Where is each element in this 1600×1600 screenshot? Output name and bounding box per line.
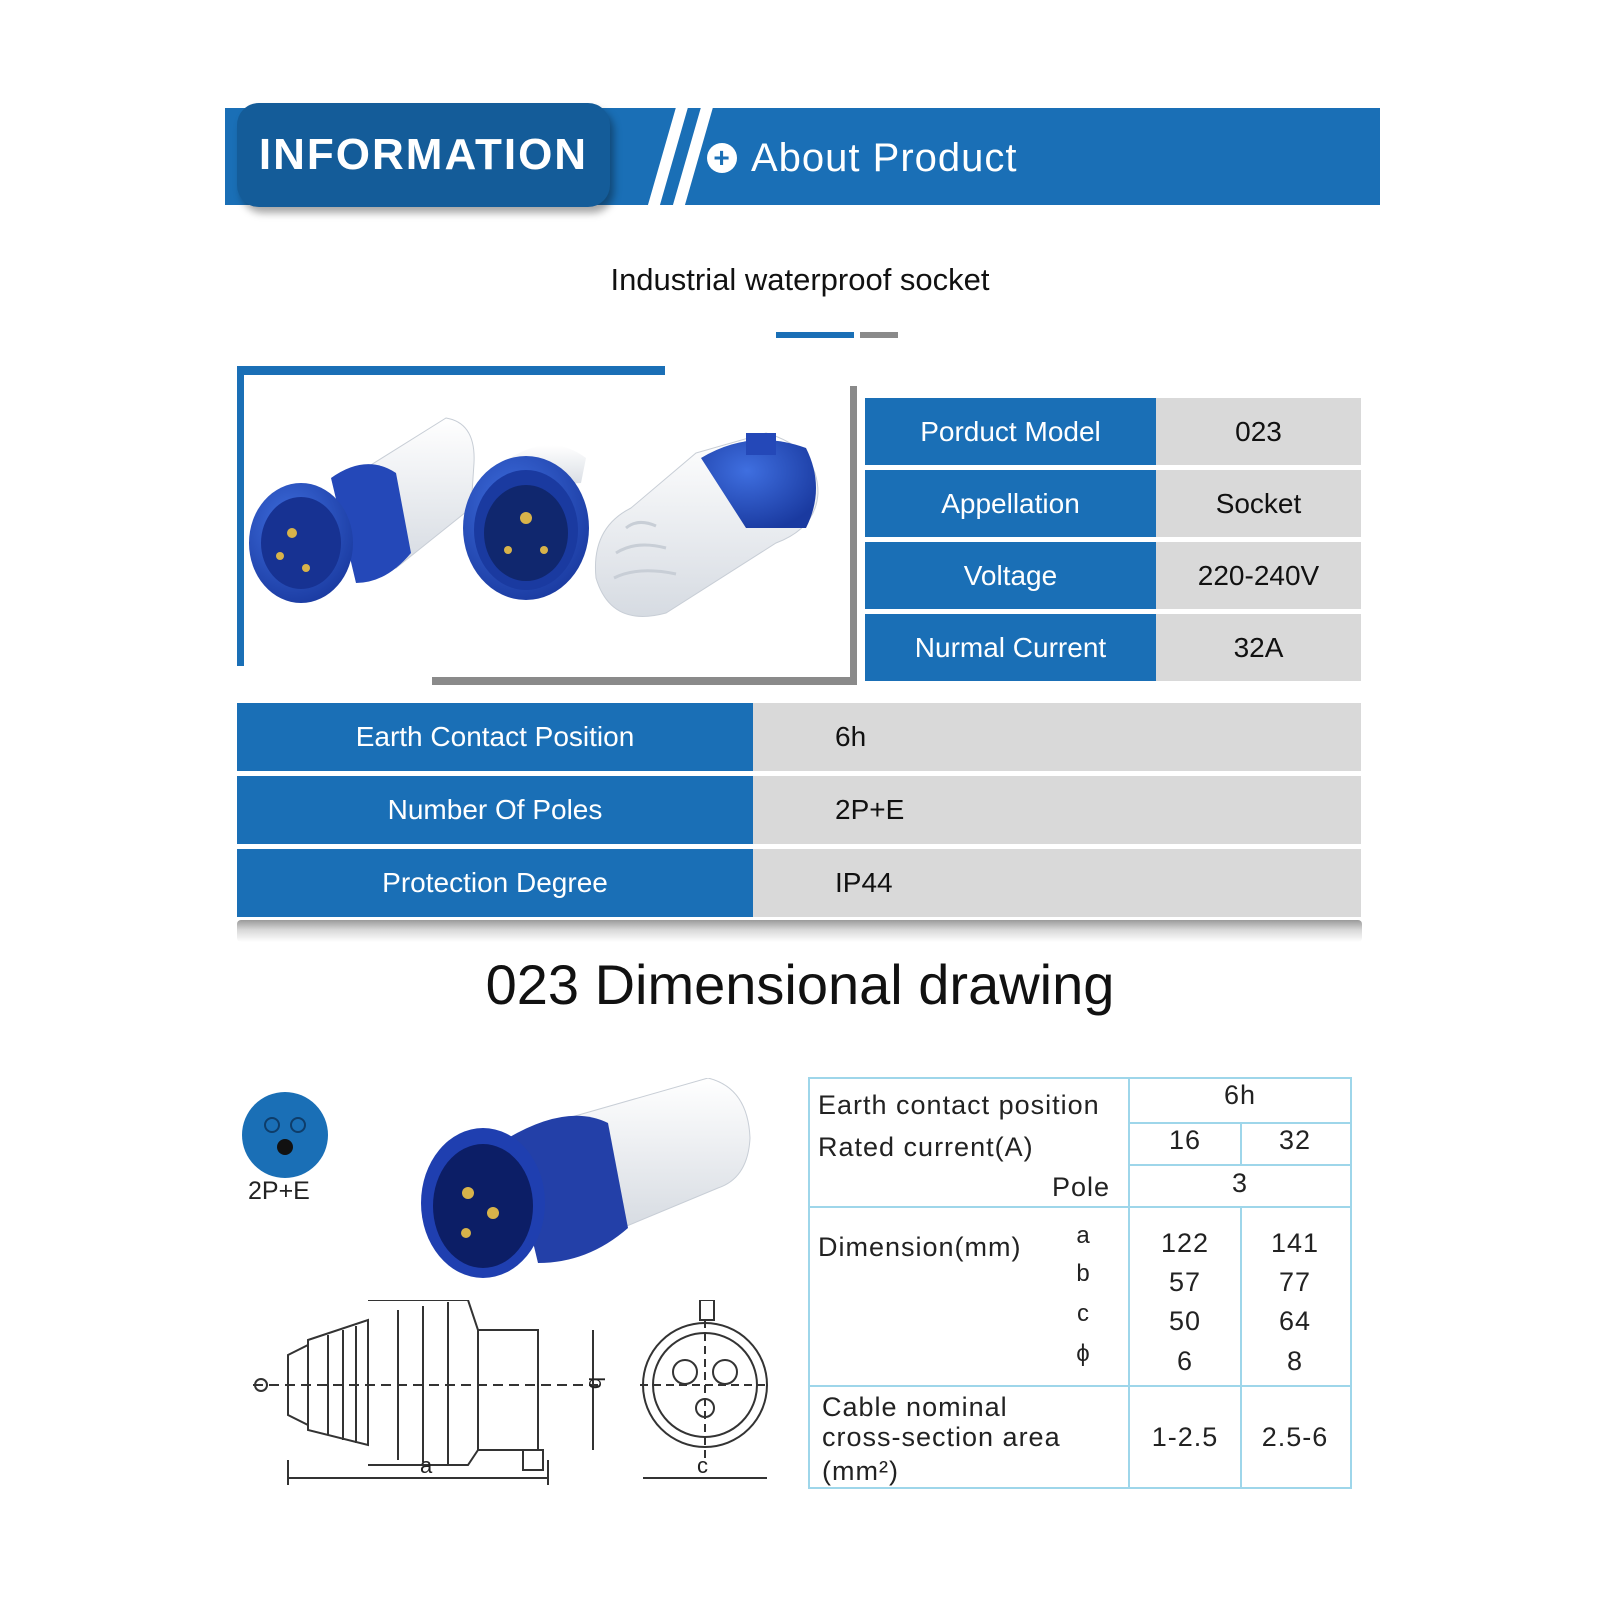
dtable-letter-phi: ϕ [1076,1340,1090,1367]
side-dimension-drawing [248,1300,618,1485]
spec-key-appellation: Appellation [865,470,1156,537]
dtable-c-32: 64 [1278,1306,1312,1336]
dtable-dimension-label: Dimension(mm) [818,1232,1022,1262]
dtable-phi-32: 8 [1286,1346,1304,1376]
plug-front-view [463,445,589,600]
dtable-cable-32: 2.5-6 [1261,1422,1329,1452]
photo-frame-left [237,366,244,666]
dtable-a-32: 141 [1270,1228,1320,1258]
spec-value-poles: 2P+E [753,776,1361,844]
underline-accent [776,332,854,338]
plug-side-view-1 [249,418,474,603]
plug-back-view [595,433,818,616]
dtable-vline-1 [1128,1077,1130,1489]
spec-key-earth: Earth Contact Position [237,703,753,771]
about-product-label: About Product [751,135,1018,180]
spec-key-model: Porduct Model [865,398,1156,465]
dtable-letter-c: c [1077,1300,1089,1327]
plus-circle-icon: + [707,143,737,173]
dim-label-b: b [584,1376,610,1390]
spec-value-protection: IP44 [753,849,1361,917]
dtable-cable-16: 1-2.5 [1151,1422,1219,1452]
dtable-pole-value: 3 [1231,1168,1249,1198]
dim-label-a: a [420,1453,433,1478]
spec-value-current: 32A [1156,614,1361,681]
dtable-b-16: 57 [1168,1267,1202,1297]
dtable-hline-3 [808,1206,1352,1208]
product-photo [246,378,846,676]
plug-photo [418,1078,758,1288]
dtable-c-16: 50 [1168,1306,1202,1336]
dim-label-c: c [697,1453,708,1478]
dtable-rated-16: 16 [1168,1125,1202,1155]
dtable-earth-label: Earth contact position [818,1090,1100,1120]
dtable-pole-label: Pole [1052,1172,1111,1202]
pin-layout-label: 2P+E [248,1177,310,1205]
photo-frame-top [237,366,665,375]
dtable-hline-1 [1128,1122,1352,1124]
dtable-b-32: 77 [1278,1267,1312,1297]
dtable-earth-value: 6h [1223,1080,1257,1110]
dtable-cable-label-1: Cable nominal [822,1392,1008,1422]
dtable-rated-label: Rated current(A) [818,1132,1034,1162]
spec-value-model: 023 [1156,398,1361,465]
spec-value-appellation: Socket [1156,470,1361,537]
dtable-letter-b: b [1076,1260,1090,1287]
dtable-letter-a: a [1076,1222,1090,1249]
dtable-a-16: 122 [1160,1228,1210,1258]
spec-key-current: Nurmal Current [865,614,1156,681]
section-divider [237,920,1362,942]
dtable-hline-4 [808,1385,1352,1387]
dtable-rated-32: 32 [1278,1125,1312,1155]
photo-frame-bottom [432,677,857,685]
about-product [707,128,1018,188]
spec-value-voltage: 220-240V [1156,542,1361,609]
photo-frame-right [850,386,857,684]
spec-key-protection: Protection Degree [237,849,753,917]
spec-key-poles: Number Of Poles [237,776,753,844]
dtable-phi-16: 6 [1176,1346,1194,1376]
dtable-cable-label-2: cross-section area [822,1422,1061,1452]
dimensional-drawing-title: 023 Dimensional drawing [485,953,1115,1016]
spec-value-earth: 6h [753,703,1361,771]
underline-grey [860,332,898,338]
spec-key-voltage: Voltage [865,542,1156,609]
pin-layout-icon [240,1090,330,1180]
dtable-cable-label-3: (mm²) [822,1456,899,1486]
product-subtitle: Industrial waterproof socket [610,262,990,297]
header-title: INFORMATION [258,130,589,179]
